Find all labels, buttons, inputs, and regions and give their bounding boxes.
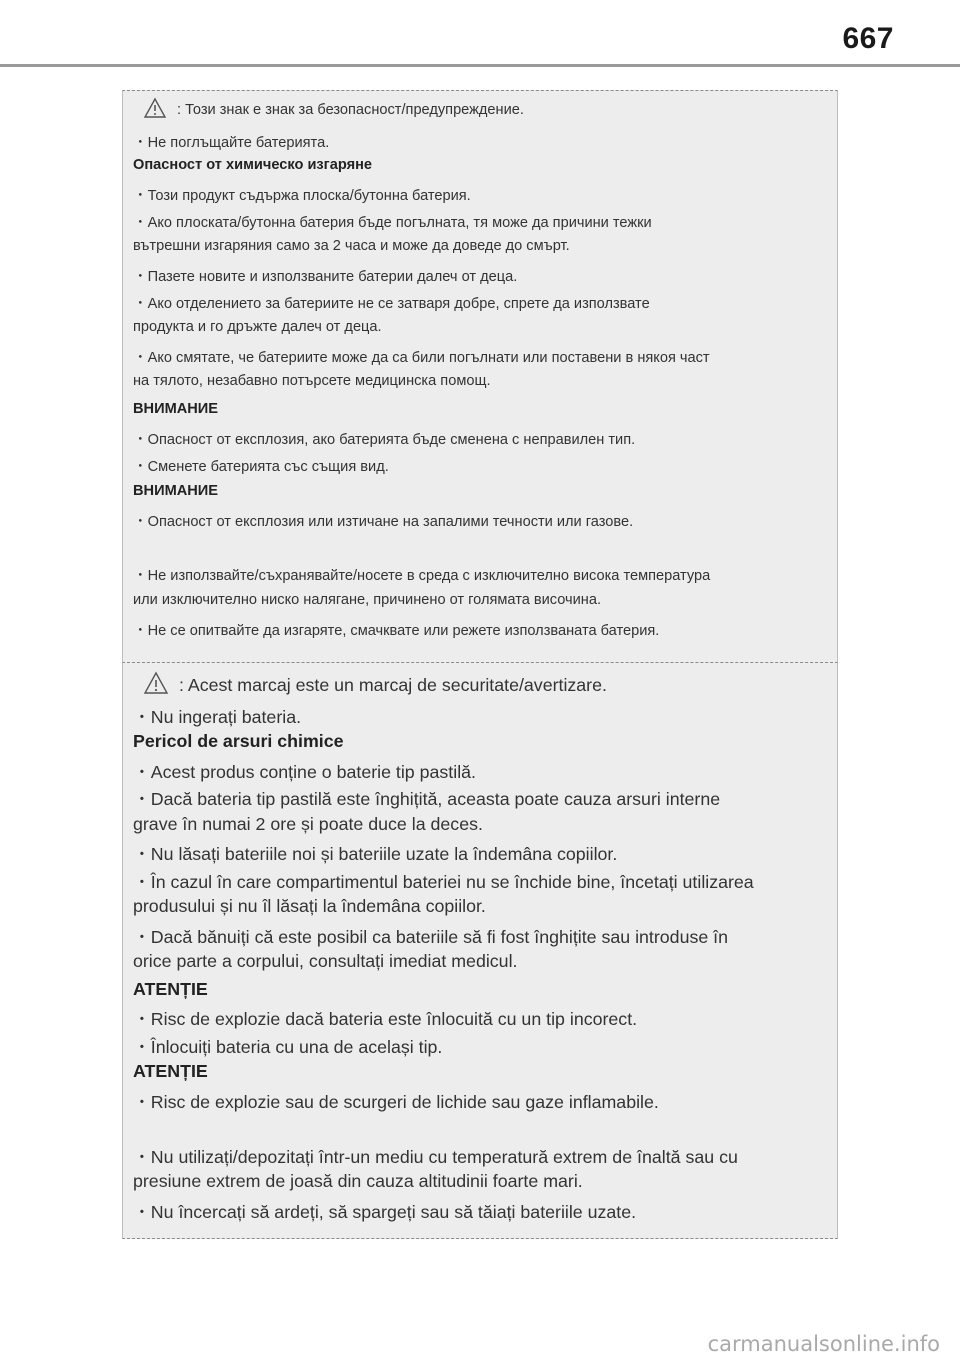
bulgarian-text-line: ・Не се опитвайте да изгаряте, смачквате или режете използваната батерия.: [133, 623, 660, 639]
romanian-text-line: ・Dacă bateria tip pastilă este înghițită, aceasta poate cauza arsuri interne: [133, 789, 721, 809]
romanian-text-line: orice parte a corpului, consultați imediat medicul.: [133, 951, 518, 971]
bulgarian-warning-panel: [122, 90, 838, 662]
bulgarian-text-line: ・Този продукт съдържа плоска/бутонна батерия.: [133, 188, 471, 204]
bulgarian-warning-text: : Този знак е знак за безопасност/предупреждение.: [177, 102, 524, 118]
romanian-text-line: grave în numai 2 ore și poate duce la deces.: [133, 814, 483, 834]
bulgarian-text-line: ・Сменете батерията със същия вид.: [133, 459, 389, 475]
bulgarian-text-line: ・Опасност от експлозия, ако батерията бъде сменена с неправилен тип.: [133, 432, 636, 448]
bulgarian-text-line: ・Не поглъщайте батерията.: [133, 135, 330, 151]
romanian-text-line: ・Dacă bănuiți că este posibil ca bateriile să fi fost înghițite sau introduse în: [133, 927, 729, 947]
bulgarian-warning-line: [133, 97, 524, 123]
bulgarian-text-line: ・Ако смятате, че батериите може да са били погълнати или поставени в някоя част: [133, 350, 710, 366]
bulgarian-text-line: или изключително ниско налягане, причинено от голямата височина.: [133, 592, 602, 608]
bulgarian-text-line: ・Не използвайте/съхранявайте/носете в среда с изключително висока температура: [133, 568, 711, 584]
romanian-heading: ATENȚIE: [133, 1061, 208, 1081]
bulgarian-heading: ВНИМАНИЕ: [133, 401, 219, 417]
bulgarian-text-line: продукта и го дръжте далеч от деца.: [133, 319, 382, 335]
romanian-text-line: presiune extrem de joasă din cauza altitudinii foarte mari.: [133, 1171, 583, 1191]
bulgarian-text-line: вътрешни изгаряния само за 2 часа и може да доведе до смърт.: [133, 238, 570, 254]
romanian-warning-panel: [122, 662, 838, 1239]
bulgarian-text-line: ・Ако плоската/бутонна батерия бъде погълната, тя може да причини тежки: [133, 215, 652, 231]
romanian-text-line: ・Risc de explozie sau de scurgeri de lichide sau gaze inflamabile.: [133, 1092, 659, 1112]
watermark: carmanualsonline.info: [707, 1332, 940, 1356]
warning-triangle-icon: [143, 97, 167, 123]
romanian-text-line: produsului și nu îl lăsați la îndemâna copiilor.: [133, 896, 486, 916]
romanian-warning-line: [133, 671, 607, 700]
bulgarian-heading: Опасност от химическо изгаряне: [133, 157, 373, 173]
romanian-text-line: ・Nu lăsați bateriile noi și bateriile uzate la îndemâna copiilor.: [133, 844, 618, 864]
romanian-text-line: ・În cazul în care compartimentul bateriei nu se închide bine, încetați utilizarea: [133, 872, 754, 892]
romanian-text-line: ・Nu utilizați/depozitați într-un mediu cu temperatură extrem de înaltă sau cu: [133, 1147, 738, 1167]
romanian-text-line: ・Acest produs conține o baterie tip pastilă.: [133, 762, 476, 782]
bulgarian-text-line: ・Пазете новите и използваните батерии далеч от деца.: [133, 269, 518, 285]
romanian-text-line: ・Înlocuiți bateria cu una de același tip.: [133, 1037, 443, 1057]
romanian-text-line: ・Nu ingerați bateria.: [133, 707, 302, 727]
header-rule: [0, 64, 960, 67]
warning-triangle-icon: [143, 671, 169, 700]
bulgarian-text-line: на тялото, незабавно потърсете медицинска помощ.: [133, 373, 491, 389]
romanian-heading: ATENȚIE: [133, 979, 208, 999]
bulgarian-text-line: ・Опасност от експлозия или изтичане на запалими течности или газове.: [133, 514, 634, 530]
romanian-heading: Pericol de arsuri chimice: [133, 731, 344, 751]
page-number: 667: [842, 22, 894, 55]
bulgarian-heading: ВНИМАНИЕ: [133, 483, 219, 499]
romanian-text-line: ・Nu încercați să ardeți, să spargeți sau să tăiați bateriile uzate.: [133, 1202, 637, 1222]
bulgarian-text-line: ・Ако отделението за батериите не се затваря добре, спрете да използвате: [133, 296, 650, 312]
romanian-text-line: ・Risc de explozie dacă bateria este înlocuită cu un tip incorect.: [133, 1009, 638, 1029]
romanian-warning-text: : Acest marcaj este un marcaj de securitate/avertizare.: [179, 675, 607, 695]
